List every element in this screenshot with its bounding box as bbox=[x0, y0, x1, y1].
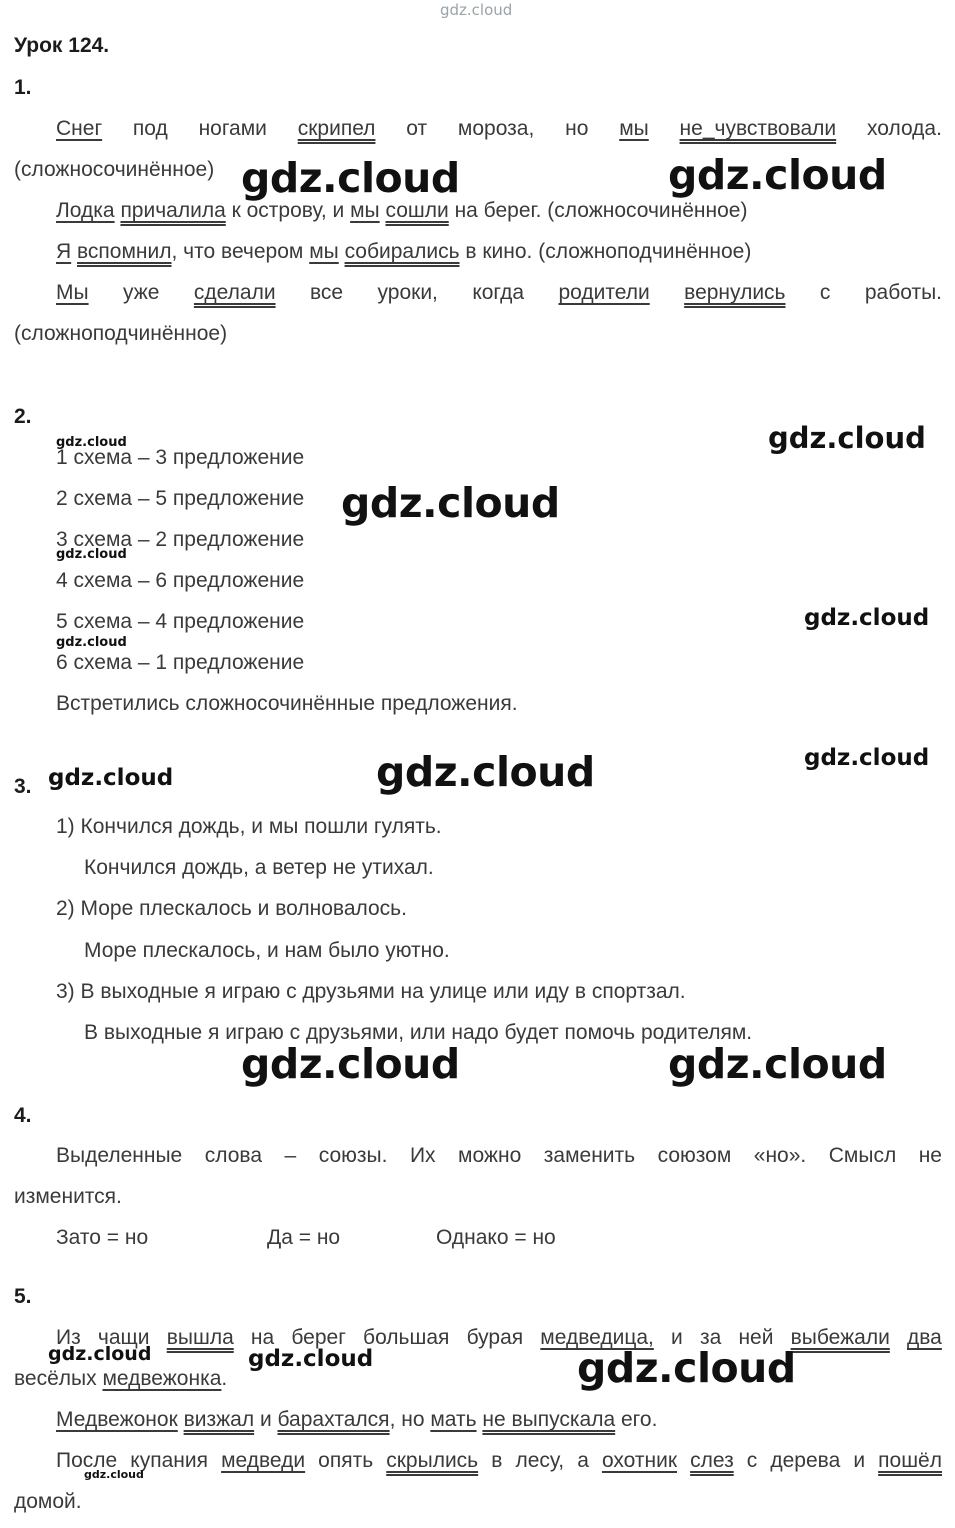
word: Снег bbox=[56, 117, 103, 140]
ex3-line: Кончился дождь, а ветер не утихал. bbox=[84, 856, 434, 879]
word: «но». bbox=[753, 1144, 807, 1167]
ex2-conclusion: Встретились сложносочинённые предложения. bbox=[56, 692, 518, 715]
word: Медвежонок bbox=[56, 1408, 178, 1431]
word: мороза, bbox=[457, 117, 535, 140]
watermark: gdz.cloud bbox=[241, 1040, 460, 1088]
watermark: gdz.cloud bbox=[804, 745, 930, 771]
watermark: gdz.cloud bbox=[48, 765, 174, 791]
word: дерева bbox=[770, 1449, 841, 1472]
word: ней bbox=[738, 1326, 774, 1349]
word: вспомнил bbox=[77, 240, 172, 263]
word: два bbox=[907, 1326, 942, 1349]
watermark: gdz.cloud bbox=[341, 479, 560, 527]
word: на bbox=[250, 1326, 275, 1349]
ex3-line: 3) В выходные я играю с друзьями на улице или иду в спортзал. bbox=[56, 980, 686, 1003]
ex4-pair: Однако = но bbox=[436, 1226, 556, 1249]
ex2-line: 3 схема – 2 предложение bbox=[56, 528, 305, 551]
word: мы bbox=[350, 199, 380, 222]
word: После bbox=[56, 1449, 118, 1472]
text: , что вечером bbox=[171, 240, 310, 263]
watermark: gdz.cloud bbox=[248, 1346, 374, 1372]
word: в bbox=[491, 1449, 503, 1472]
ex4-pair: Зато = но bbox=[56, 1226, 149, 1249]
word: Я bbox=[56, 240, 72, 263]
word: Из bbox=[56, 1326, 81, 1349]
word: не_чувствовали bbox=[679, 117, 837, 140]
word: Лодка bbox=[56, 199, 115, 222]
ex2-line: 2 схема – 5 предложение bbox=[56, 487, 305, 510]
ex3-line: В выходные я играю с друзьями, или надо будет помочь родителям. bbox=[84, 1021, 753, 1044]
word: заменить bbox=[543, 1144, 636, 1167]
word: мы bbox=[619, 117, 649, 140]
exercise-3-number: 3. bbox=[14, 775, 32, 798]
text: , но bbox=[389, 1408, 431, 1431]
watermark: gdz.cloud bbox=[804, 605, 930, 631]
word: слова bbox=[204, 1144, 263, 1167]
exercise-5-number: 5. bbox=[14, 1285, 32, 1308]
ex4-paragraph bbox=[56, 1144, 942, 1168]
word: холода. bbox=[866, 117, 942, 140]
word: бурая bbox=[466, 1326, 524, 1349]
ex2-line: 4 схема – 6 предложение bbox=[56, 569, 305, 592]
word: уроки, bbox=[377, 281, 438, 304]
text: . bbox=[221, 1367, 228, 1390]
watermark: gdz.cloud bbox=[668, 151, 887, 199]
ex5-sentence-1-tail bbox=[14, 1367, 227, 1391]
word: барахтался bbox=[277, 1408, 390, 1431]
ex5-sentence-1 bbox=[56, 1326, 942, 1350]
word: работы. bbox=[864, 281, 942, 304]
ex1-sentence-3 bbox=[56, 240, 751, 264]
word: выбежали bbox=[790, 1326, 890, 1349]
word: но bbox=[565, 117, 589, 140]
word: чащи bbox=[97, 1326, 150, 1349]
word: вышла bbox=[166, 1326, 234, 1349]
word: от bbox=[406, 117, 428, 140]
exercise-2-number: 2. bbox=[14, 405, 32, 428]
ex3-line: Море плескалось, и нам было уютно. bbox=[84, 939, 450, 962]
text: в кино. (сложноподчинённое) bbox=[459, 240, 752, 263]
text: его. bbox=[615, 1408, 658, 1431]
watermark: gdz.cloud bbox=[56, 435, 127, 450]
word: а bbox=[577, 1449, 589, 1472]
word: за bbox=[699, 1326, 722, 1349]
watermark: gdz.cloud bbox=[577, 1344, 796, 1392]
ex2-line: 1 схема – 3 предложение bbox=[56, 446, 305, 469]
word: причалила bbox=[120, 199, 226, 222]
word: купания bbox=[130, 1449, 208, 1472]
word: уже bbox=[123, 281, 160, 304]
word: все bbox=[309, 281, 344, 304]
ex2-line: 6 схема – 1 предложение bbox=[56, 651, 305, 674]
word: Мы bbox=[56, 281, 89, 304]
word: под bbox=[132, 117, 168, 140]
word: не bbox=[918, 1144, 942, 1167]
watermark: gdz.cloud bbox=[768, 421, 926, 455]
word: с bbox=[819, 281, 831, 304]
text: и bbox=[254, 1408, 278, 1431]
text: к острову, и bbox=[225, 199, 351, 222]
word: союзом bbox=[657, 1144, 732, 1167]
word: союзы. bbox=[318, 1144, 388, 1167]
word: медвежонка bbox=[102, 1367, 222, 1390]
exercise-1-number: 1. bbox=[14, 76, 32, 99]
word: берег bbox=[291, 1326, 346, 1349]
word: и bbox=[853, 1449, 866, 1472]
word: Смысл bbox=[828, 1144, 897, 1167]
word: пошёл bbox=[878, 1449, 942, 1472]
word: сделали bbox=[193, 281, 276, 304]
watermark-top: gdz.cloud bbox=[440, 1, 513, 19]
watermark: gdz.cloud bbox=[56, 635, 127, 650]
word: ногами bbox=[198, 117, 267, 140]
ex1-sentence-4 bbox=[56, 281, 942, 305]
word: охотник bbox=[601, 1449, 678, 1472]
watermark: gdz.cloud bbox=[48, 1343, 152, 1365]
watermark: gdz.cloud bbox=[241, 154, 460, 202]
word: и bbox=[671, 1326, 683, 1349]
ex1-sentence-1-tail: (сложносочинённое) bbox=[14, 158, 215, 181]
ex5-sentence-3 bbox=[56, 1449, 942, 1473]
ex2-line: 5 схема – 4 предложение bbox=[56, 610, 305, 633]
word: медведица, bbox=[540, 1326, 654, 1349]
ex3-line: 2) Море плескалось и волновалось. bbox=[56, 897, 407, 920]
word: мы bbox=[309, 240, 339, 263]
ex3-line: 1) Кончился дождь, и мы пошли гулять. bbox=[56, 815, 442, 838]
ex1-sentence-4-tail: (сложноподчинённое) bbox=[14, 322, 228, 345]
word: визжал bbox=[183, 1408, 255, 1431]
word: мать bbox=[430, 1408, 477, 1431]
watermark: gdz.cloud bbox=[84, 1468, 144, 1481]
word: медведи bbox=[221, 1449, 306, 1472]
ex4-pair: Да = но bbox=[267, 1226, 341, 1249]
word: когда bbox=[472, 281, 525, 304]
word: лесу, bbox=[515, 1449, 565, 1472]
ex1-sentence-1 bbox=[56, 117, 942, 141]
text: весёлых bbox=[14, 1367, 103, 1390]
text: на берег. (сложносочинённое) bbox=[448, 199, 748, 222]
word: слез bbox=[690, 1449, 734, 1472]
word: – bbox=[284, 1144, 297, 1167]
ex4-paragraph-tail: изменится. bbox=[14, 1185, 122, 1208]
word: вернулись bbox=[684, 281, 786, 304]
watermark: gdz.cloud bbox=[668, 1040, 887, 1088]
word: опять bbox=[318, 1449, 374, 1472]
watermark: gdz.cloud bbox=[56, 547, 127, 562]
ex5-sentence-2 bbox=[56, 1408, 657, 1432]
lesson-title: Урок 124. bbox=[14, 34, 110, 57]
watermark: gdz.cloud bbox=[376, 748, 595, 796]
word: большая bbox=[363, 1326, 450, 1349]
word: Их bbox=[409, 1144, 436, 1167]
ex1-sentence-2 bbox=[56, 199, 747, 223]
word: Выделенные bbox=[56, 1144, 183, 1167]
word: можно bbox=[458, 1144, 522, 1167]
word: собирались bbox=[344, 240, 460, 263]
ex5-sentence-3-tail: домой. bbox=[14, 1490, 82, 1513]
word: с bbox=[746, 1449, 758, 1472]
word: сошли bbox=[385, 199, 449, 222]
exercise-4-number: 4. bbox=[14, 1104, 32, 1127]
word: не выпускала bbox=[482, 1408, 616, 1431]
word: скрылись bbox=[386, 1449, 479, 1472]
word: скрипел bbox=[297, 117, 376, 140]
word: родители bbox=[558, 281, 650, 304]
